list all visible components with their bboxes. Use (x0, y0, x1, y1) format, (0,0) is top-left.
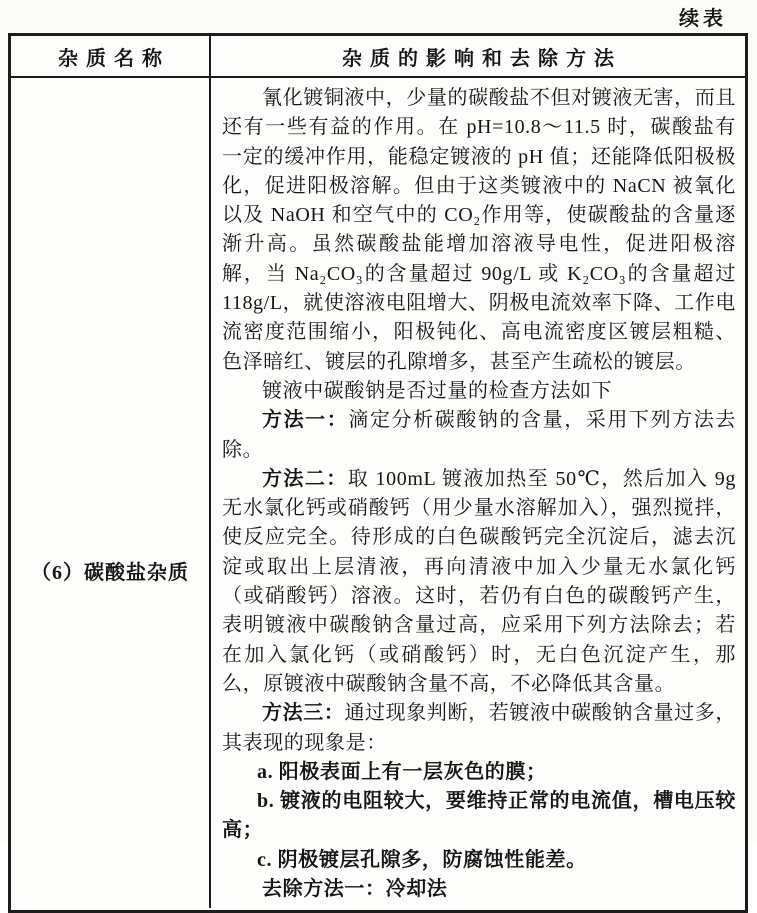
paragraph-check-intro: 镀液中碳酸钠是否过量的检查方法如下 (262, 379, 613, 402)
column-header-effect-removal (211, 36, 745, 76)
removal-method-1-text: 冷却法 (385, 878, 448, 901)
method-1-label: 方法一： (262, 409, 349, 432)
impurity-effect-cell (211, 78, 745, 908)
paragraph-intro: 氰化镀铜液中，少量的碳酸盐不但对镀液无害，而且还有一些有益的作用。在 pH=10.8～11.5 时，碳酸盐有一定的缓冲作用，能稳定镀液的 pH 值；还能降低阳极极化，促进阳极溶解。但由于这类镀液中的 NaCN 被氧化以及 NaOH 和空气中的 CO₂作用等，使碳酸盐的含量逐渐升高。虽然碳酸盐能增加溶液导电性，促进阳极溶解，当 Na₂CO₃的含量超过 90g/L 或 K₂CO₃的含量超过 118g/L，就使溶液电阻增大、阴极电流效率下降、工作电流密度范围缩小，阳极钝化、高电流密度区镀层粗糙、色泽暗红、镀层的孔隙增多，甚至产生疏松的镀层。 (222, 87, 736, 373)
impurity-name-cell (11, 78, 211, 908)
symptom-item-a: a. 阳极表面上有一层灰色的膜； (257, 760, 547, 783)
paragraph-method-2 (222, 465, 736, 699)
paragraph-method-3 (222, 699, 736, 758)
method-2-label: 方法二： (262, 467, 348, 490)
paragraph-removal-method-1 (222, 875, 736, 904)
method-1-text: 滴定分析碳酸钠的含量，采用下列方法去除。 (222, 409, 736, 461)
table-body-row (11, 78, 745, 908)
table-header-row (11, 36, 745, 78)
method-3-label: 方法三： (262, 702, 345, 725)
column-header-impurity-name-label: 杂质名称 (58, 47, 170, 70)
column-header-effect-removal-label: 杂质的影响和去除方法 (342, 47, 622, 70)
column-header-impurity-name (11, 36, 211, 76)
impurity-table (8, 33, 748, 913)
symptom-item-b: b. 镀液的电阻较大，要维持正常的电流值，槽电压较高； (222, 790, 736, 842)
continued-table-label: 续表 (679, 8, 727, 30)
method-3-text: 通过现象判断，若镀液中碳酸钠含量过多，其表现的现象是： (222, 702, 736, 754)
symptom-item-c: c. 阴极镀层孔隙多，防腐蚀性能差。 (257, 848, 587, 871)
removal-method-1-label: 去除方法一： (262, 878, 386, 901)
method-2-text: 取 100mL 镀液加热至 50℃，然后加入 9g 无水氯化钙或硝酸钙（用少量水溶解加入），强烈搅拌，使反应完全。待形成的白色碳酸钙完全沉淀后，滤去沉淀或取出上层清液，再向清液中加入少量无水氯化钙（或硝酸钙）溶液。这时，若仍有白色的碳酸钙产生，表明镀液中碳酸钠含量过高，应采用下列方法除去；若在加入氯化钙（或硝酸钙）时，无白色沉淀产生，那么，原镀液中碳酸钠含量不高，不必降低其含量。 (222, 467, 737, 695)
paragraph-method-1 (222, 406, 736, 465)
impurity-name: （6）碳酸盐杂质 (31, 562, 189, 584)
